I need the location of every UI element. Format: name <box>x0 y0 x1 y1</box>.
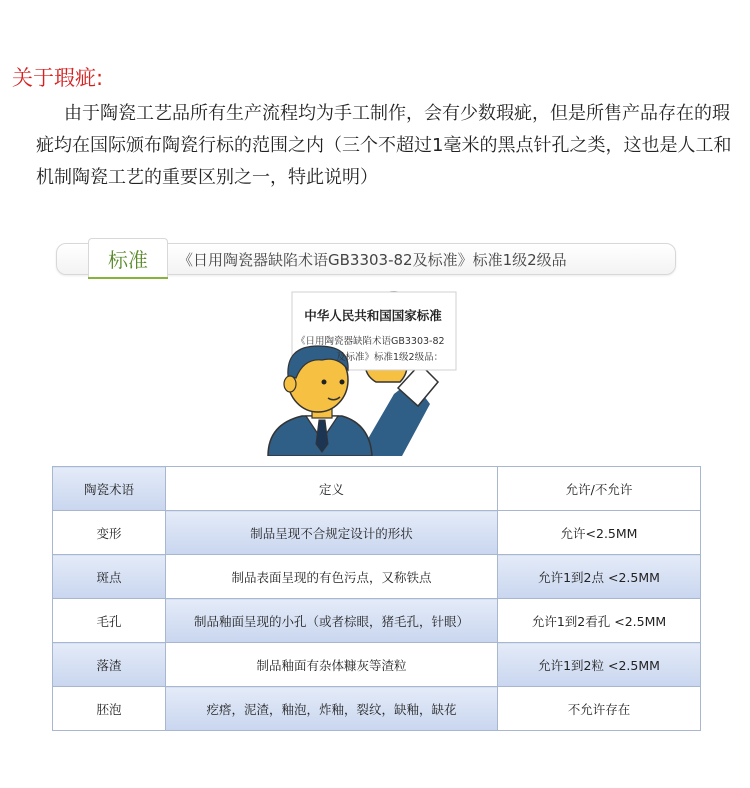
header-definition: 定义 <box>166 467 498 511</box>
flaw-description: 由于陶瓷工艺品所有生产流程均为手工制作，会有少数瑕疵，但是所售产品存在的瑕疵均在国际颁布陶瓷行标的范围之内（三个不超过1毫米的黑点针孔之类，这也是人工和机制陶瓷工艺的重要区别之一，特此说明） <box>36 103 732 188</box>
term-cell: 胚泡 <box>53 687 166 731</box>
table-row <box>53 555 701 599</box>
term-cell: 变形 <box>53 511 166 555</box>
allowance-cell: 允许1到2看孔 <2.5MM <box>498 599 701 643</box>
sign-line-2: 及标准》标准1级2级品： <box>336 352 444 363</box>
term-cell: 斑点 <box>53 555 166 599</box>
table-row <box>53 643 701 687</box>
table-row <box>53 687 701 731</box>
term-cell: 落渣 <box>53 643 166 687</box>
allowance-cell: 允许1到2粒 <2.5MM <box>498 643 701 687</box>
definition-cell: 疙瘩，泥渣，釉泡，炸釉，裂纹，缺釉，缺花 <box>166 687 498 731</box>
standard-description: 《日用陶瓷器缺陷术语GB3303-82及标准》标准1级2级品 <box>178 251 567 269</box>
flaw-section-title: 关于瑕疵: <box>12 66 104 90</box>
definition-cell: 制品釉面有杂体糠灰等渣粒 <box>166 643 498 687</box>
allowance-cell: 允许1到2点 <2.5MM <box>498 555 701 599</box>
allowance-cell: 允许<2.5MM <box>498 511 701 555</box>
term-cell: 毛孔 <box>53 599 166 643</box>
definition-cell: 制品釉面呈现的小孔（或者棕眼，猪毛孔，针眼） <box>166 599 498 643</box>
table-header-row <box>53 467 701 511</box>
header-term: 陶瓷术语 <box>53 467 166 511</box>
allowance-cell: 不允许存在 <box>498 687 701 731</box>
ear <box>284 376 296 392</box>
sign-title: 中华人民共和国国家标准 <box>304 308 442 323</box>
definition-cell: 制品表面呈现的有色污点，又称铁点 <box>166 555 498 599</box>
definition-cell: 制品呈现不合规定设计的形状 <box>166 511 498 555</box>
sign-line-1: 《日用陶瓷器缺陷术语GB3303-82 <box>296 336 445 347</box>
table-row <box>53 599 701 643</box>
defect-standards-table <box>52 466 701 731</box>
header-allowance: 允许/不允许 <box>498 467 701 511</box>
standard-tab: 标准 <box>88 238 168 277</box>
table-row <box>53 511 701 555</box>
